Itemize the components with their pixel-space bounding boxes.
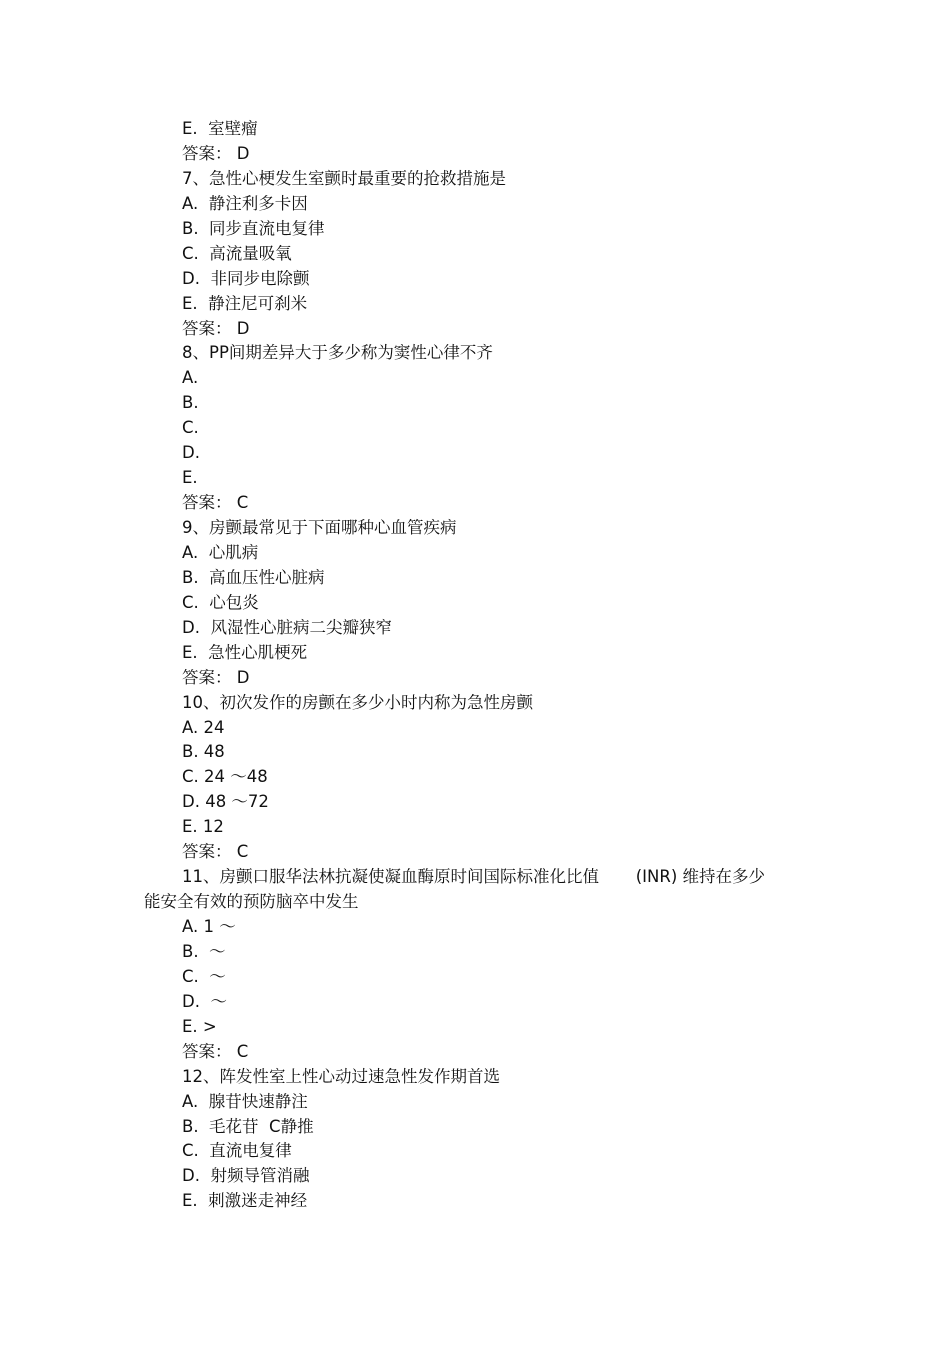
option-line: D. 48 ～72: [182, 792, 269, 812]
option-line: E. 刺激迷走神经: [182, 1191, 308, 1211]
option-line: C. 24 ～48: [182, 767, 268, 787]
option-line: A. 心肌病: [182, 542, 259, 562]
option-line: A. 1 ～: [182, 917, 236, 936]
option-line: E. 室壁瘤: [182, 119, 258, 138]
option-line: A. 腺苷快速静注: [182, 1091, 308, 1111]
option-line: B. 48: [182, 742, 225, 762]
option-line: C. ～: [182, 966, 226, 986]
question-line: 9、房颤最常见于下面哪种心血管疾病: [182, 518, 457, 537]
question-line: 11、房颤口服华法林抗凝使凝血酶原时间国际标准化比值 (INR) 维持在多少: [182, 867, 766, 887]
option-line: D. 非同步电除颤: [182, 268, 310, 288]
option-line: D. 射频导管消融: [182, 1166, 310, 1186]
option-line: D. 风湿性心脏病二尖瓣狭窄: [182, 617, 392, 637]
option-line: C. 高流量吸氧: [182, 243, 292, 263]
option-line: A.: [182, 368, 199, 388]
question-line: 7、急性心梗发生室颤时最重要的抢救措施是: [182, 168, 506, 188]
answer-line: 答案： C: [182, 1041, 249, 1061]
answer-line: 答案： D: [182, 667, 250, 687]
option-line: B. 同步直流电复律: [182, 218, 325, 238]
question-line-continuation: 能安全有效的预防脑卒中发生: [144, 892, 359, 912]
option-line: C. 直流电复律: [182, 1141, 292, 1161]
option-line: B. 高血压性心脏病: [182, 567, 325, 587]
option-line: E. 12: [182, 817, 224, 837]
option-line: B. 毛花苷 C静推: [182, 1116, 314, 1136]
option-line: E.: [182, 468, 198, 488]
option-line: B.: [182, 393, 199, 413]
option-line: E. 静注尼可刹米: [182, 293, 308, 313]
answer-line: 答案： C: [182, 842, 249, 862]
question-line: 10、初次发作的房颤在多少小时内称为急性房颤: [182, 692, 533, 712]
answer-line: 答案： C: [182, 493, 249, 513]
option-line: E. 急性心肌梗死: [182, 642, 308, 662]
option-line: D. ～: [182, 991, 227, 1011]
option-line: E. >: [182, 1016, 217, 1036]
option-line: A. 24: [182, 717, 225, 737]
option-line: B. ～: [182, 941, 226, 961]
answer-line: 答案： D: [182, 143, 250, 163]
option-line: C. 心包炎: [182, 592, 259, 612]
option-line: A. 静注利多卡因: [182, 193, 308, 213]
question-line: 8、PP间期差异大于多少称为窦性心律不齐: [182, 343, 493, 363]
question-list: [144, 117, 822, 1214]
answer-line: 答案： D: [182, 318, 250, 338]
option-line: D.: [182, 443, 200, 463]
question-line: 12、阵发性室上性心动过速急性发作期首选: [182, 1066, 500, 1086]
option-line: C.: [182, 418, 199, 438]
